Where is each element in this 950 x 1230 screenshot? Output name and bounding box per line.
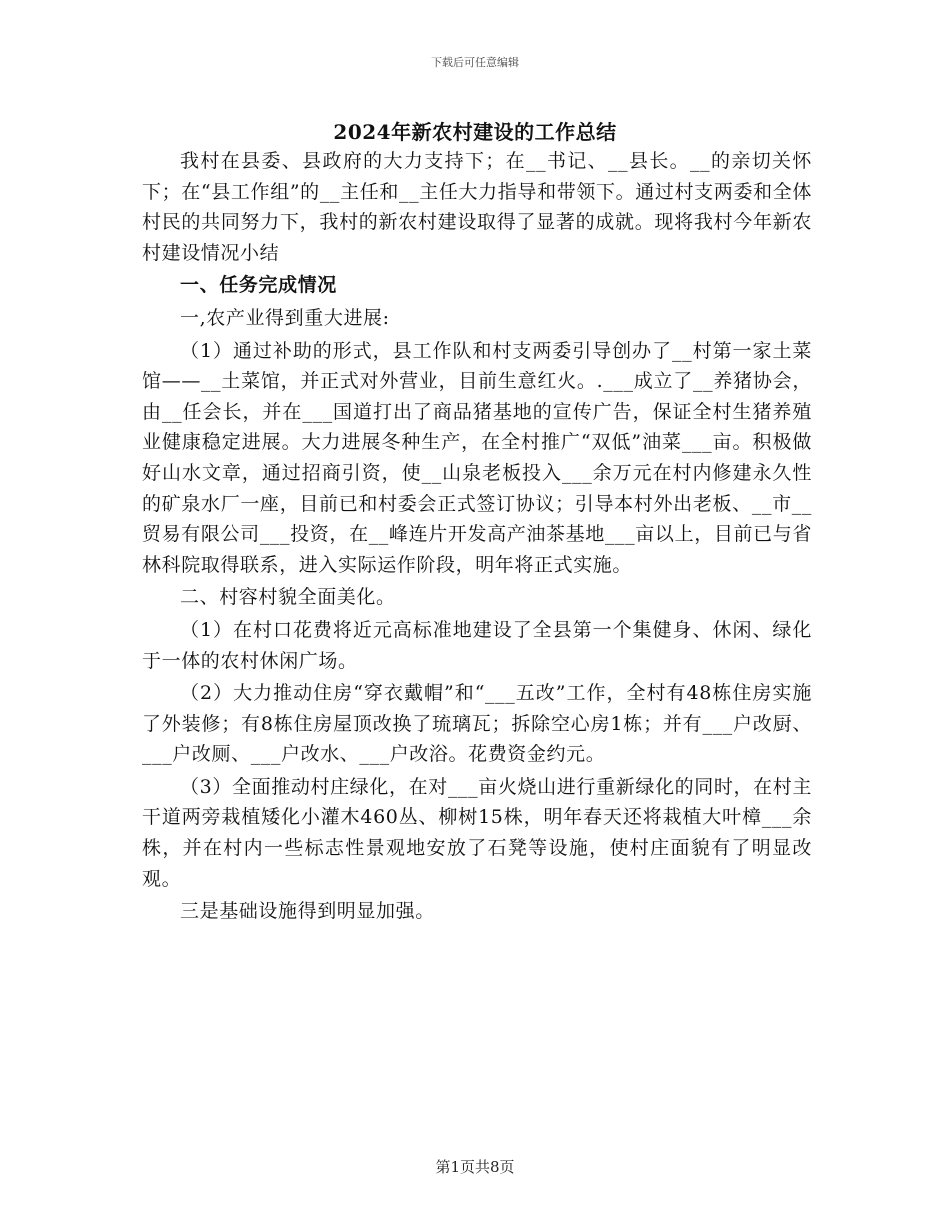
paragraph-agriculture-1: （1）通过补助的形式，县工作队和村支两委引导创办了__村第一家土菜馆——__土菜馆，并正式对外营业，目前生意红火。.___成立了__养猪协会，由__任会长，并在___国道打出了商品猪基地的宣传广告，保证全村生猪养殖业健康稳定进展。大力进展冬种生产，在全村推广“双低”油菜___亩。积极做好山水文章，通过招商引资，使__山泉老板投入___余万元在村内修建永久性的矿泉水厂一座，目前已和村委会正式签订协议；引导本村外出老板、__市__贸易有限公司___投资，在__峰连片开发高产油茶基地___亩以上，目前已与省林科院取得联系，进入实际运作阶段，明年将正式实施。 (142, 339, 812, 576)
page-footer: 第1页共8页 (435, 1158, 515, 1176)
section-heading-tasks: 一、任务完成情况 (180, 274, 337, 297)
subheading-agriculture: 一,农产业得到重大进展: (180, 306, 390, 329)
paragraph-appearance-1: （1）在村口花费将近元高标准地建设了全县第一个集健身、休闲、绿化于一体的农村休闲广场。 (142, 618, 812, 672)
document-title: 2024年新农村建设的工作总结 (333, 120, 617, 144)
intro-paragraph: 我村在县委、县政府的大力支持下；在__书记、__县长。__的亲切关怀下；在“县工作组”的__主任和__主任大力指导和带领下。通过村支两委和全体村民的共同努力下，我村的新农村建设取得了显著的成就。现将我村今年新农村建设情况小结 (142, 150, 812, 264)
header-note: 下载后可任意编辑 (431, 56, 519, 69)
document-body (142, 146, 812, 927)
subheading-infrastructure: 三是基础设施得到明显加强。 (180, 900, 435, 923)
paragraph-appearance-2: （2）大力推动住房“穿衣戴帽”和“___五改”工作，全村有48栋住房实施了外装修；有8栋住房屋顶改换了琉璃瓦；拆除空心房1栋；并有___户改厨、___户改厕、___户改水、___户改浴。花费资金约元。 (142, 682, 812, 766)
paragraph-appearance-3: （3）全面推动村庄绿化，在对___亩火烧山进行重新绿化的同时，在村主干道两旁栽植矮化小灌木460丛、柳树15株，明年春天还将栽植大叶樟___余株，并在村内一些标志性景观地安放了石凳等设施，使村庄面貌有了明显改观。 (142, 775, 812, 890)
subheading-village-appearance: 二、村容村貌全面美化。 (180, 586, 396, 609)
